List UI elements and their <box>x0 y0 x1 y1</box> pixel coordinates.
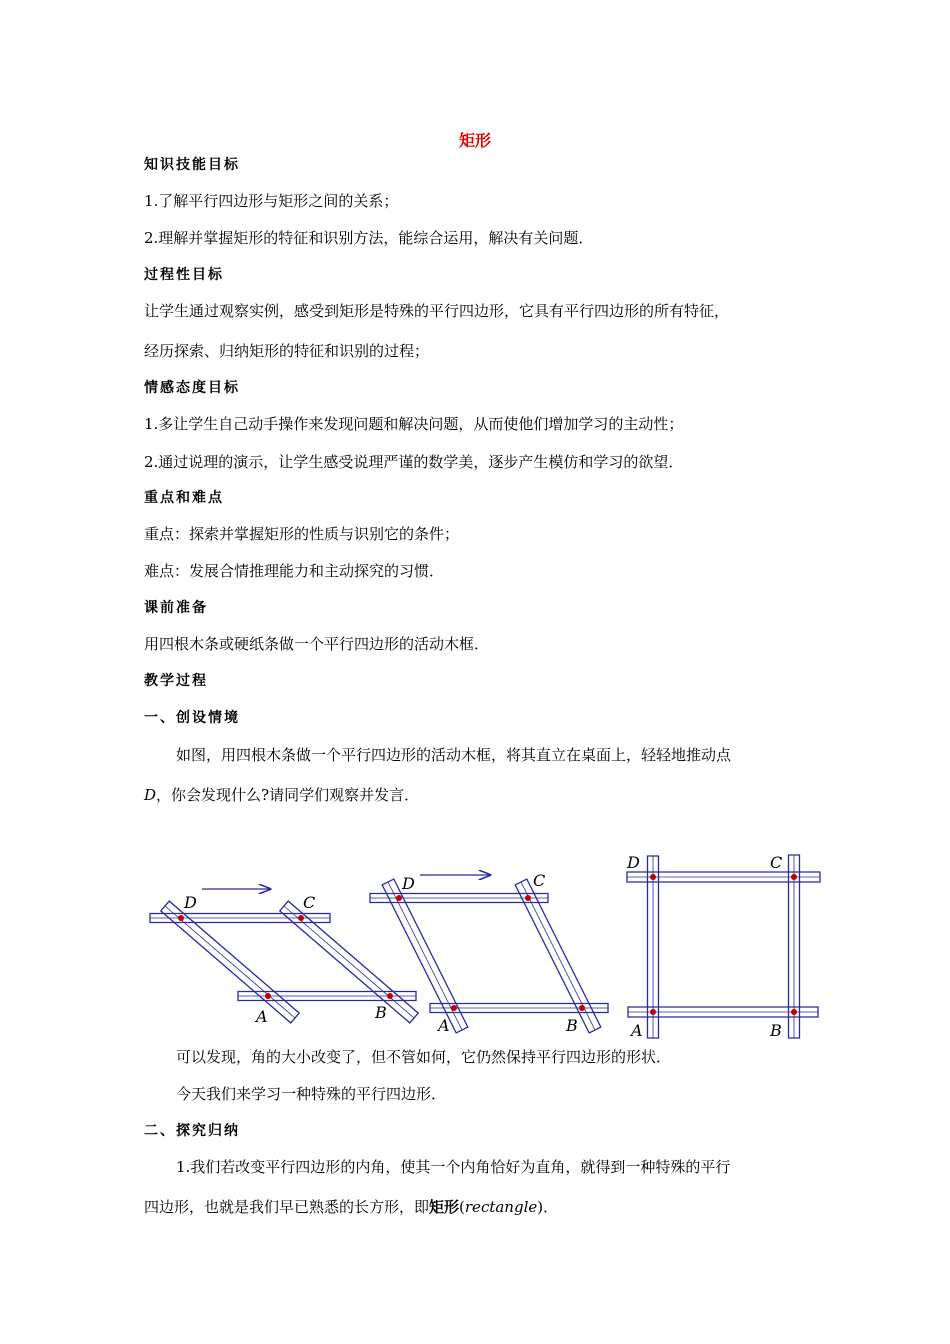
frame2-pin-a <box>451 1005 457 1011</box>
part1-after-1: 可以发现，角的大小改变了，但不管如何，它仍然保持平行四边形的形状． <box>176 1048 672 1066</box>
frame1-label-c: C <box>303 893 316 912</box>
frame2-pin-d <box>396 895 402 901</box>
frame2-pin-c <box>525 895 531 901</box>
part2-line-1: 1.我们若改变平行四边形的内角，使其一个内角恰好为直角，就得到一种特殊的平行 <box>176 1158 731 1176</box>
frame1-pin-c <box>298 915 304 921</box>
part2-line-2-text: 四边形，也就是我们早已熟悉的长方形，即 <box>144 1198 430 1216</box>
frame2-label-d: D <box>402 874 415 893</box>
frame3-pin-d <box>650 874 656 880</box>
process-line-2: 经历探索、归纳矩形的特征和识别的过程； <box>144 342 430 360</box>
frame2-left-bar-centerline <box>388 882 462 1030</box>
frame1-pin-a <box>265 993 271 999</box>
frame3-pin-b <box>791 1009 797 1015</box>
frame2-label-a: A <box>438 1016 450 1035</box>
heading-part-1: 一、创设情境 <box>144 710 240 726</box>
term-rectangle-english: rectangle <box>464 1198 538 1216</box>
frame3-label-d: D <box>627 853 640 872</box>
paren-open: ( <box>459 1198 465 1216</box>
knowledge-item-2: 2.理解并掌握矩形的特征和识别方法，能综合运用，解决有关问题． <box>144 229 594 247</box>
focus-item-key: 重点：探索并掌握矩形的性质与识别它的条件； <box>144 525 460 543</box>
term-rectangle: 矩形 <box>429 1198 460 1216</box>
emotion-item-1: 1.多让学生自己动手操作来发现问题和解决问题，从而使他们增加学习的主动性； <box>144 415 684 433</box>
heading-knowledge-goals: 知识技能目标 <box>144 157 240 173</box>
emotion-item-2: 2.通过说理的演示，让学生感受说理严谨的数学美，逐步产生模仿和学习的欲望． <box>144 453 684 471</box>
focus-item-difficulty: 难点：发展合情推理能力和主动探究的习惯． <box>144 562 445 580</box>
frame3-pin-c <box>791 874 797 880</box>
frame2-label-b: B <box>566 1016 578 1035</box>
frame1-pin-b <box>387 993 393 999</box>
frame1-right-bar-centerline <box>284 906 414 1018</box>
heading-process-goals: 过程性目标 <box>144 267 224 283</box>
frame3-label-b: B <box>770 1021 782 1040</box>
frame3-label-a: A <box>631 1021 643 1040</box>
frame3-pin-a <box>650 1009 656 1015</box>
knowledge-item-1: 1.了解平行四边形与矩形之间的关系； <box>144 192 399 210</box>
heading-preparation: 课前准备 <box>144 600 208 616</box>
frame1-pin-d <box>178 915 184 921</box>
page-title: 矩形 <box>458 131 491 150</box>
heading-part-2: 二、探究归纳 <box>144 1123 240 1139</box>
part1-line-2-rest: ，你会发现什么?请同学们观察并发言． <box>156 786 420 804</box>
heading-focus: 重点和难点 <box>144 490 224 506</box>
frame2-label-c: C <box>533 871 546 890</box>
frame1-label-d: D <box>184 893 197 912</box>
preparation-text: 用四根木条或硬纸条做一个平行四边形的活动木框． <box>144 635 490 653</box>
paren-close: )． <box>537 1198 559 1216</box>
frame1-label-b: B <box>375 1003 387 1022</box>
frame3-label-c: C <box>770 853 783 872</box>
heading-teaching-process: 教学过程 <box>144 673 208 689</box>
part1-line-1: 如图，用四根木条做一个平行四边形的活动木框，将其直立在桌面上，轻轻地推动点 <box>176 746 732 764</box>
var-d: D <box>144 786 157 804</box>
frame1-label-a: A <box>256 1007 268 1026</box>
process-line-1: 让学生通过观察实例，感受到矩形是特殊的平行四边形，它具有平行四边形的所有特征， <box>144 302 730 320</box>
part1-after-2: 今天我们来学习一种特殊的平行四边形． <box>176 1085 447 1103</box>
part2-line-2 <box>144 1196 558 1217</box>
frame2-pin-b <box>579 1005 585 1011</box>
heading-emotion-goals: 情感态度目标 <box>144 380 240 396</box>
